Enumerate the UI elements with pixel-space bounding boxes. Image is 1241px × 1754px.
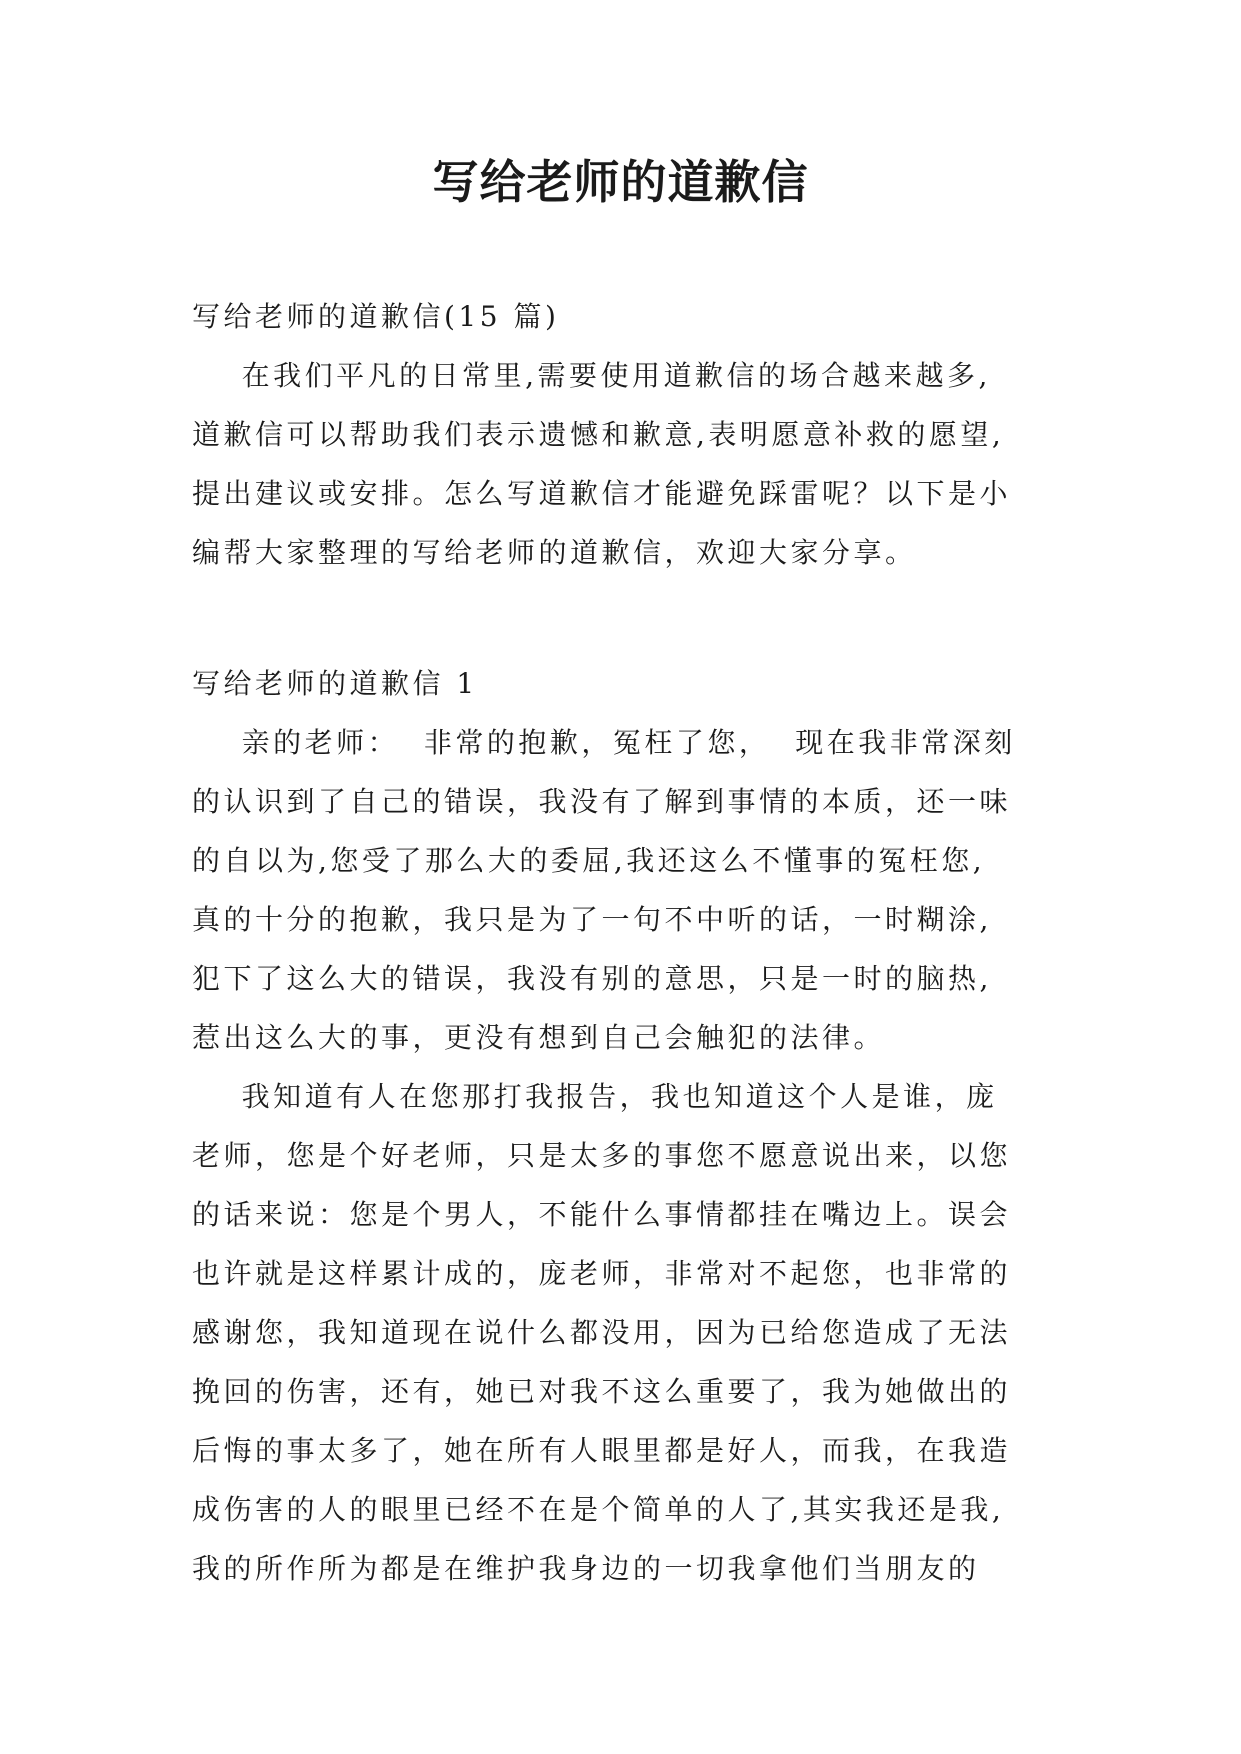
intro-line: 提出建议或安排。怎么写道歉信才能避免踩雷呢？以下是小	[192, 477, 1012, 510]
paragraph-line: 惹出这么大的事，更没有想到自己会触犯的法律。	[192, 1021, 886, 1054]
paragraph-line: 我知道有人在您那打我报告，我也知道这个人是谁，庞	[192, 1080, 998, 1113]
paragraph-line: 老师，您是个好老师，只是太多的事您不愿意说出来，以您	[192, 1139, 1012, 1172]
paragraph-line: 成伤害的人的眼里已经不在是个简单的人了,其实我还是我,	[192, 1493, 1005, 1526]
paragraph-line: 亲的老师： 非常的抱歉，冤枉了您， 现在我非常深刻	[192, 726, 1016, 759]
paragraph-line: 感谢您，我知道现在说什么都没用，因为已给您造成了无法	[192, 1316, 1012, 1349]
paragraph-line: 真的十分的抱歉，我只是为了一句不中听的话，一时糊涂,	[192, 903, 992, 936]
paragraph-line: 的话来说：您是个男人，不能什么事情都挂在嘴边上。误会	[192, 1198, 1012, 1231]
paragraph-line: 的认识到了自己的错误，我没有了解到事情的本质，还一味	[192, 785, 1012, 818]
paragraph-line: 后悔的事太多了，她在所有人眼里都是好人，而我，在我造	[192, 1434, 1012, 1467]
document-body	[192, 287, 1052, 1598]
paragraph-line: 挽回的伤害，还有，她已对我不这么重要了，我为她做出的	[192, 1375, 1012, 1408]
paragraph-line: 的自以为,您受了那么大的委屈,我还这么不懂事的冤枉您,	[192, 844, 986, 877]
section-gap	[192, 582, 1052, 654]
paragraph-line: 我的所作所为都是在维护我身边的一切我拿他们当朋友的	[192, 1552, 980, 1585]
paragraph-line: 也许就是这样累计成的，庞老师，非常对不起您，也非常的	[192, 1257, 1012, 1290]
intro-line: 编帮大家整理的写给老师的道歉信，欢迎大家分享。	[192, 536, 917, 569]
intro-line: 在我们平凡的日常里,需要使用道歉信的场合越来越多,	[192, 359, 991, 392]
document-title: 写给老师的道歉信	[432, 155, 809, 209]
intro-line: 道歉信可以帮助我们表示遗憾和歉意,表明愿意补救的愿望,	[192, 418, 1005, 451]
document-subtitle: 写给老师的道歉信(15 篇)	[192, 300, 560, 333]
paragraph-line: 犯下了这么大的错误，我没有别的意思，只是一时的脑热,	[192, 962, 992, 995]
section-heading: 写给老师的道歉信 1	[192, 667, 478, 700]
